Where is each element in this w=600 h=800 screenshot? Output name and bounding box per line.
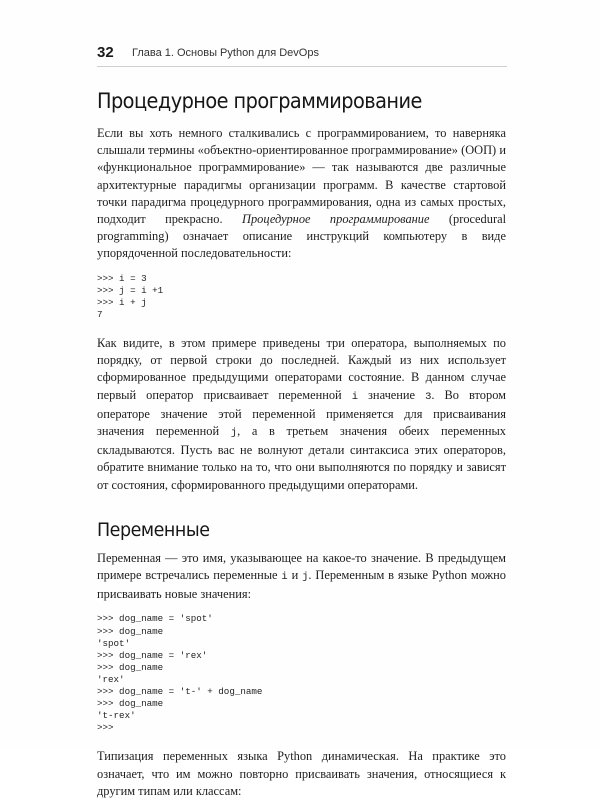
code-block-variables: >>> dog_name = 'spot' >>> dog_name 'spot' >>> dog_name = 'rex' >>> dog_name 'rex' >>> dog_name = 't-' + dog_name >>> dog_name 't-rex' >>> (97, 613, 263, 734)
term-emphasis: Процедурное программирование (242, 212, 430, 227)
text-run: , а в третьем значения обеих переменных складываются. Пусть вас не волнуют детали синтаксиса этих операторов, обратите внимание только на то, что они выполняются по порядку и зависят от состояния, сформированного предыдущими операторами. (97, 424, 506, 492)
paragraph-procedural-intro (97, 125, 506, 263)
paragraph-dynamic-typing: Типизация переменных языка Python динамическая. На практике это означает, что им можно повторно присваивать значения, относящиеся к другим типам или классам: (97, 749, 506, 798)
text-run: и (287, 568, 303, 583)
inline-code: j (302, 571, 309, 584)
page-number: 32 (97, 44, 114, 61)
running-head: Глава 1. Основы Python для DevOps (132, 47, 319, 59)
section-title-variables: Переменные (97, 518, 210, 541)
text-run: . Во втором операторе значение этой переменной применяется для присваивания значения переменной (97, 387, 506, 439)
inline-code: j (230, 427, 238, 440)
paragraph-procedural-explanation (97, 335, 506, 494)
section-title-procedural: Процедурное программирование (97, 89, 422, 113)
page-header (97, 44, 507, 67)
code-block-procedural: >>> i = 3 >>> j = i +1 >>> i + j 7 (97, 272, 164, 320)
paragraph-variables-intro (97, 550, 506, 604)
text-run: значение (358, 387, 426, 402)
text-run: Переменная — это имя, указывающее на какое-то значение. В предыдущем примере встречались переменные (97, 550, 506, 583)
inline-code: i (351, 390, 359, 403)
text-run: . Переменным в языке Python можно присваивать новые значения: (97, 568, 507, 602)
page-content (97, 88, 506, 800)
inline-code: 3 (425, 390, 432, 403)
text-run: Как видите, в этом примере приведены три оператора, выполняемых по порядку, от первой строки до последней. Каждый из них использует сформированное предыдущими операторами состояние. В данном случае первый оператор присваивает переменной (97, 336, 506, 402)
text-run: Если вы хоть немного сталкивались с программированием, то наверняка слышали термины «объектно-ориентированное программирование» (ООП) и «функциональное программирование» — так называются две различные архитектурные парадигмы организации программ. В качестве стартовой точки парадигма процедурного программирования, одна из самых простых, подходит прекрасно. (97, 126, 506, 227)
text-run: (procedural programming) означает описание инструкций компьютеру в виде упорядоченной последовательности: (97, 212, 507, 261)
inline-code: i (281, 571, 288, 584)
